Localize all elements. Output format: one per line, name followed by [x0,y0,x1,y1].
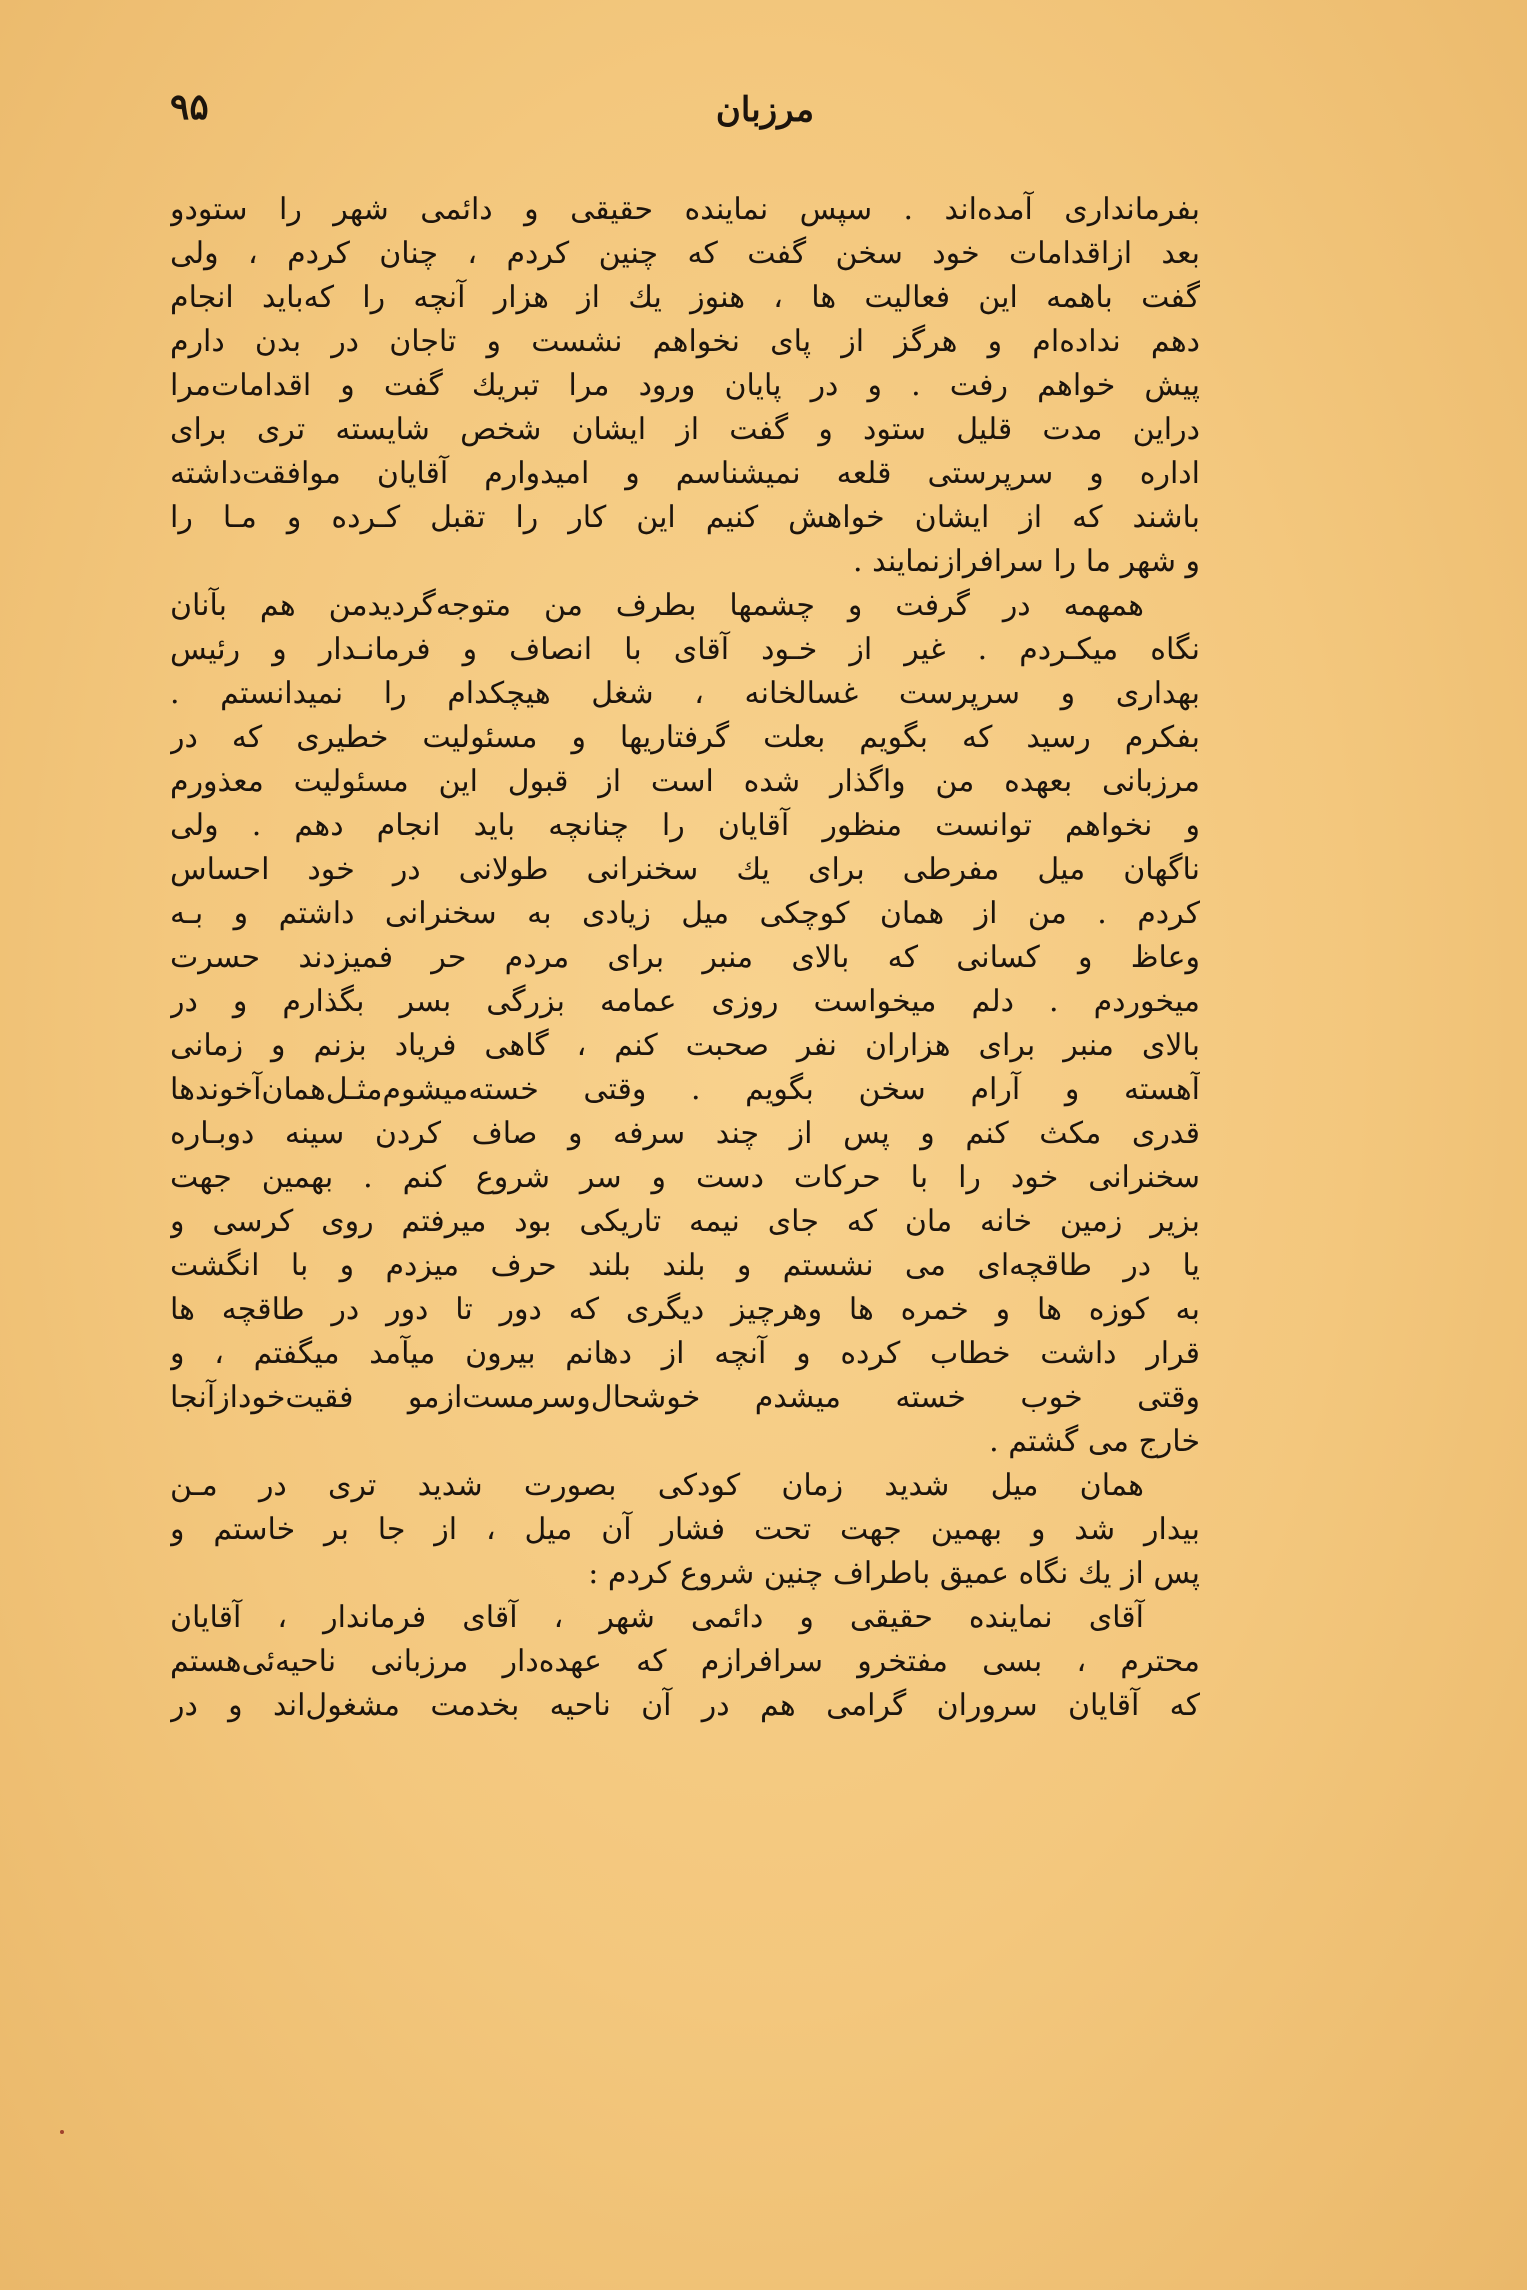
text-line: گفت باهمه این فعالیت ها ، هنوز یك از هزار آنچه را که‌باید انجام [170,280,1200,315]
text-line: پیش خواهم رفت . و در پایان ورود مرا تبریك گفت و اقدامات‌مرا [170,368,1200,403]
body-text [170,188,1200,1728]
text-line: مرزبانی بعهده من واگذار شده است از قبول این مسئولیت معذورم [170,764,1200,799]
text-line: نگاه میکـردم . غیر از خـود آقای با انصاف و فرمانـدار و رئیس [170,632,1200,667]
text-line: بیدار شد و بهمین جهت تحت فشار آن میل ، از جا بر خاستم و [170,1512,1200,1547]
text-line: بفرمانداری آمده‌اند . سپس نماینده حقیقی و دائمی شهر را ستودو [170,192,1200,227]
text-line: پس از یك نگاه عمیق باطراف چنین شروع کردم : [588,1556,1200,1591]
paper-speck [60,2130,64,2134]
text-line: محترم ، بسی مفتخرو سرافرازم که عهده‌دار مرزبانی ناحیه‌ئی‌هستم [170,1644,1200,1679]
text-line: همهمه در گرفت و چشمها بطرف من متوجه‌گردیدمن هم بآنان [170,588,1145,623]
text-line: دهم نداده‌ام و هرگز از پای نخواهم نشست و تاجان در بدن دارم [170,324,1200,359]
text-line: بعد ازاقدامات خود سخن گفت که چنین کردم ، چنان کردم ، ولی [170,236,1200,271]
page-header [150,80,1380,150]
text-line: که آقایان سروران گرامی هم در آن ناحیه بخدمت مشغول‌اند و در [170,1688,1200,1723]
running-title: مرزبان [715,90,815,130]
text-line: به کوزه ها و خمره ها وهرچیز دیگری که دور تا دور در طاقچه ها [170,1292,1200,1327]
text-line: وعاظ و کسانی که بالای منبر برای مردم حر فمیزدند حسرت [170,940,1200,975]
text-line: و نخواهم توانست منظور آقایان را چنانچه باید انجام دهم . ولی [170,808,1200,843]
text-line: سخنرانی خود را با حرکات دست و سر شروع کنم . بهمین جهت [170,1160,1200,1195]
text-line: میخوردم . دلم میخواست روزی عمامه بزرگی بسر بگذارم و در [170,984,1200,1019]
text-line: قدری مکث کنم و پس از چند سرفه و صاف کردن سینه دوبـاره [170,1116,1200,1151]
text-line: بزیر زمین خانه مان که جای نیمه تاریکی بود میرفتم روی کرسی و [170,1204,1200,1239]
text-line: و شهر ما را سرافرازنمایند . [853,544,1200,579]
text-line: کردم . من از همان کوچکی میل زیادی به سخنرانی داشتم و بـه [170,896,1200,931]
text-line: دراین مدت قلیل ستود و گفت از ایشان شخص شایسته تری برای [170,412,1200,447]
text-line: یا در طاقچه‌ای می نشستم و بلند بلند حرف میزدم و با انگشت [170,1248,1200,1283]
text-line: وقتی خوب خسته میشدم خوشحال‌وسرمست‌ازمو فقیت‌خوداز‌آنجا [170,1380,1200,1415]
text-line: بالای منبر برای هزاران نفر صحبت کنم ، گاهی فریاد بزنم و زمانی [170,1028,1200,1063]
text-line: قرار داشت خطاب کرده و آنچه از دهانم بیرون میآمد میگفتم ، و [170,1336,1200,1371]
text-line: آهسته و آرام سخن بگویم . وقتی خسته‌میشوم‌مثـل‌همان‌آخوندها [170,1072,1200,1107]
text-line: ناگهان میل مفرطی برای یك سخنرانی طولانی در خود احساس [170,852,1200,887]
text-line: آقای نماینده حقیقی و دائمی شهر ، آقای فرماندار ، آقایان [170,1600,1144,1635]
text-line: بفکرم رسید که بگویم بعلت گرفتاریها و مسئولیت خطیری که در [170,720,1200,755]
text-line: اداره و سرپرستی قلعه نمیشناسم و امیدوارم آقایان موافقت‌داشته [170,456,1200,491]
text-line: همان میل شدید زمان کودکی بصورت شدید تری در مـن [170,1468,1144,1503]
page-number: ۹۵ [170,86,209,128]
text-line: خارج می گشتم . [989,1424,1200,1459]
text-line: باشند که از ایشان خواهش کنیم این کار را تقبل کـرده و مـا را [170,500,1200,535]
text-line: بهداری و سرپرست غسالخانه ، شغل هیچکدام را نمیدانستم . [170,676,1200,711]
